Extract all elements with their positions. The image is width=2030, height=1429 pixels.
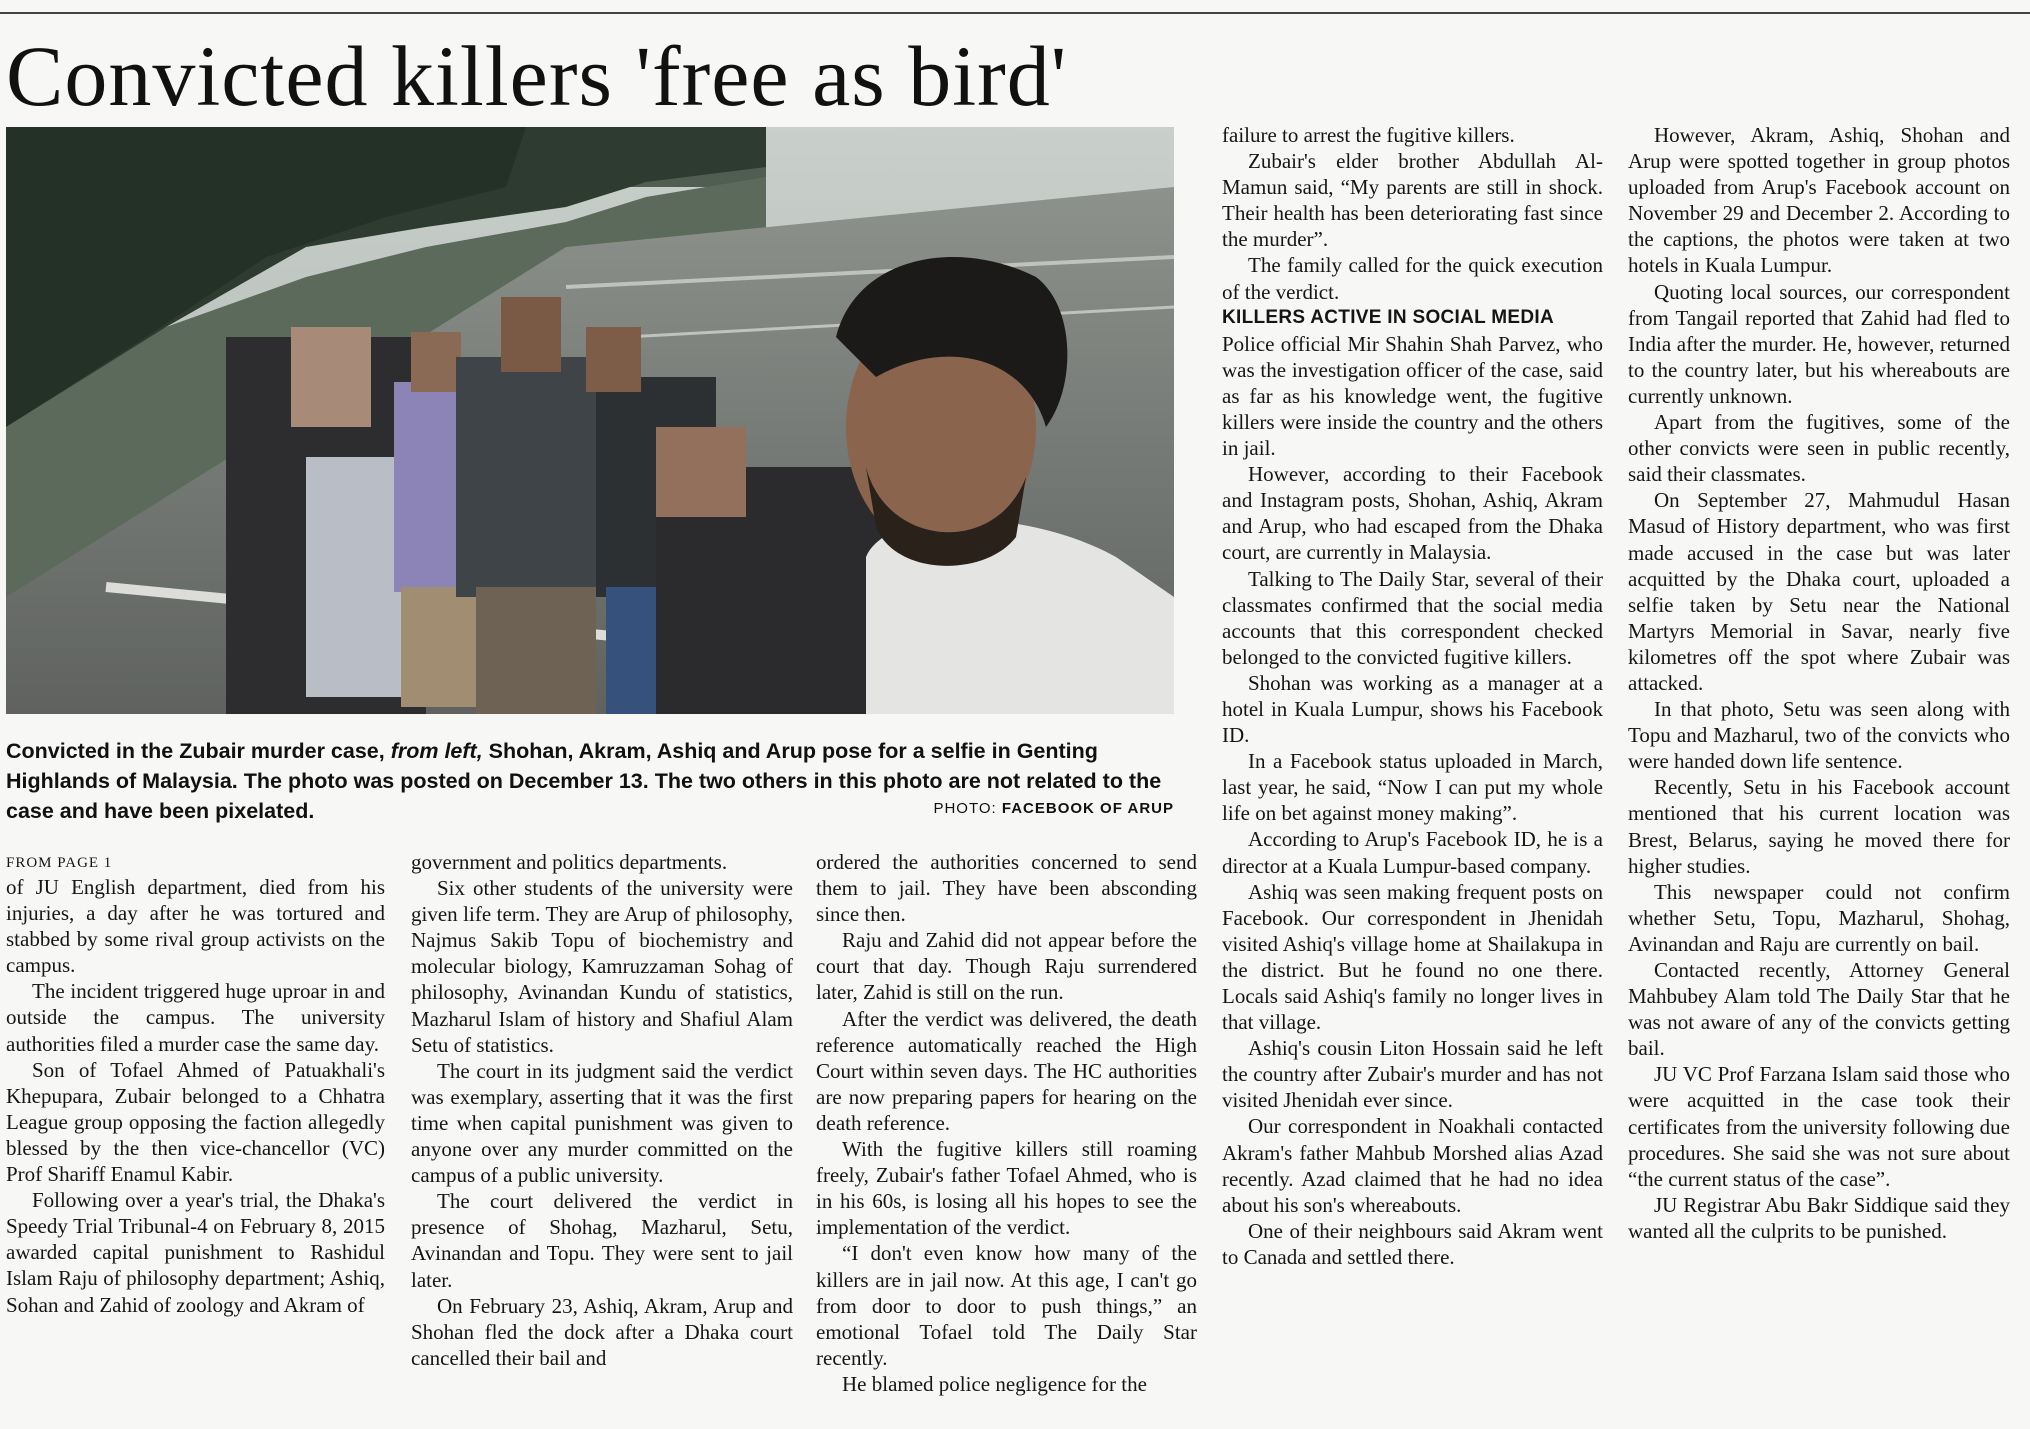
paragraph: He blamed police negligence for the: [842, 1371, 1147, 1396]
paragraph: Contacted recently, Attorney General Mahbubey Alam told The Daily Star that he was not aware of any of the convicts getting bail.: [1628, 958, 2010, 1061]
paragraph: The incident triggered huge uproar in and outside the campus. The university authorities filed a murder case the same day.: [6, 979, 385, 1056]
paragraph: Our correspondent in Noakhali contacted Akram's father Mahbub Morshed alias Azad recently. Azad claimed that he had no idea about his son's whereabouts.: [1222, 1114, 1603, 1217]
paragraph: Recently, Setu in his Facebook account mentioned that his current location was Brest, Belarus, saying he moved there for higher studies.: [1628, 775, 2010, 878]
paragraph: However, Akram, Ashiq, Shohan and Arup were spotted together in group photos uploaded from Arup's Facebook account on November 29 and December 2. According to the captions, the photos were taken at two hotels in Kuala Lumpur.: [1628, 123, 2010, 278]
paragraph: Ashiq's cousin Liton Hossain said he left the country after Zubair's murder and has not visited Jhenidah ever since.: [1222, 1036, 1603, 1113]
article-column-5: [1628, 122, 2010, 1427]
paragraph: Apart from the fugitives, some of the other convicts were seen in public recently, said their classmates.: [1628, 410, 2010, 487]
paragraph: JU VC Prof Farzana Islam said those who were acquitted in the case took their certificates from the university following due procedures. She said she was not sure about “the current status of the case”.: [1628, 1062, 2010, 1191]
article-column-4: [1222, 122, 1603, 1427]
paragraph: After the verdict was delivered, the death reference automatically reached the High Court within seven days. The HC authorities are now preparing papers for hearing on the death reference.: [816, 1006, 1197, 1135]
credit-source: FACEBOOK OF ARUP: [1001, 800, 1174, 817]
paragraph: “I don't even know how many of the killers are in jail now. At this age, I can't go from door to door to push things,” an emotional Tofael told The Daily Star recently.: [816, 1241, 1197, 1370]
article-column-1: [6, 846, 385, 1426]
paragraph: On February 23, Ashiq, Akram, Arup and Shohan fled the dock after a Dhaka court cancelled their bail and: [411, 1293, 793, 1370]
paragraph: The family called for the quick execution of the verdict.: [1222, 253, 1603, 304]
paragraph: The court in its judgment said the verdict was exemplary, asserting that it was the first time when capital punishment was given to anyone over any murder committed on the campus of a public university.: [411, 1058, 793, 1188]
selfie-photo-illustration: [6, 127, 1174, 714]
paragraph: Police official Mir Shahin Shah Parvez, who was the investigation officer of the case, said as far as his knowledge went, the fugitive killers were inside the country and the others in jail.: [1222, 331, 1603, 461]
paragraph: The court delivered the verdict in presence of Shohag, Mazharul, Setu, Avinandan and Topu. They were sent to jail later.: [411, 1189, 793, 1292]
paragraph: On September 27, Mahmudul Hasan Masud of History department, who was first made accused in the case but was later acquitted by the Dhaka court, uploaded a selfie taken by Setu near the National Martyrs Memorial in Savar, nearly five kilometres off the spot where Zubair was attacked.: [1628, 488, 2010, 695]
paragraph: Talking to The Daily Star, several of their classmates confirmed that the social media accounts that this correspondent checked belonged to the convicted fugitive killers.: [1222, 566, 1603, 669]
caption-rest: Shohan, Akram, Ashiq and Arup pose for a selfie in Genting Highlands of Malaysia. The photo was posted on December 13. The two others in this photo are not related to the case and have been pixelated.: [6, 739, 1162, 823]
paragraph: ordered the authorities concerned to send them to jail. They have been absconding since then.: [816, 850, 1197, 927]
paragraph: In that photo, Setu was seen along with Topu and Mazharul, two of the convicts who were handed down life sentence.: [1628, 697, 2010, 774]
paragraph: Quoting local sources, our correspondent from Tangail reported that Zahid had fled to India after the murder. He, however, returned to the country later, but his whereabouts are currently unknown.: [1628, 279, 2010, 408]
article-column-3: [816, 849, 1197, 1427]
paragraph: Son of Tofael Ahmed of Patuakhali's Khepupara, Zubair belonged to a Chhatra League group opposing the faction allegedly blessed by the then vice-chancellor (VC) Prof Shariff Enamul Kabir.: [6, 1057, 385, 1187]
paragraph: Ashiq was seen making frequent posts on Facebook. Our correspondent in Jhenidah visited Ashiq's village home at Shailakupa in the district. But he found no one there. Locals said Ashiq's family no longer lives in that village.: [1222, 879, 1603, 1035]
photo-credit: [933, 800, 1174, 817]
paragraph: In a Facebook status uploaded in March, last year, he said, “Now I can put my whole life on bet against money making”.: [1222, 749, 1603, 826]
paragraph: JU Registrar Abu Bakr Siddique said they wanted all the culprits to be punished.: [1628, 1192, 2010, 1243]
paragraph: failure to arrest the fugitive killers.: [1222, 123, 1515, 147]
paragraph: government and politics departments.: [411, 850, 728, 874]
from-page-kicker: FROM PAGE 1: [6, 855, 113, 871]
credit-label: PHOTO:: [933, 800, 997, 817]
paragraph: Following over a year's trial, the Dhaka's Speedy Trial Tribunal-4 on February 8, 2015 awarded capital punishment to Rashidul Islam Raju of philosophy department; Ashiq, Sohan and Zahid of zoology and Akram of: [6, 1188, 385, 1317]
headline: Convicted killers 'free as bird': [6, 28, 1068, 124]
paragraph: of JU English department, died from his injuries, a day after he was tortured and stabbed by some rival group activists on the campus.: [6, 875, 385, 978]
paragraph: Raju and Zahid did not appear before the court that day. Though Raju surrendered later, Zahid is still on the run.: [816, 928, 1197, 1005]
caption-italic: from left,: [390, 739, 483, 763]
paragraph: With the fugitive killers still roaming freely, Zubair's father Tofael Ahmed, who is in his 60s, is losing all his hopes to see the implementation of the verdict.: [816, 1137, 1197, 1240]
paragraph: Six other students of the university were given life term. They are Arup of philosophy, Najmus Sakib Topu of biochemistry and molecular biology, Kamruzzaman Sohag of philosophy, Avinandan Kundu of statistics, Mazharul Islam of history and Shafiul Alam Setu of statistics.: [411, 876, 793, 1057]
paragraph: Zubair's elder brother Abdullah Al-Mamun said, “My parents are still in shock. Their health has been deteriorating fast since the murder”.: [1222, 149, 1603, 252]
caption-lead: Convicted in the Zubair murder case,: [6, 739, 391, 763]
section-subhead: KILLERS ACTIVE IN SOCIAL MEDIA: [1222, 306, 1555, 328]
top-rule: [0, 12, 2030, 14]
paragraph: This newspaper could not confirm whether Setu, Topu, Mazharul, Shohag, Avinandan and Raju are currently on bail.: [1628, 879, 2010, 956]
article-column-2: [411, 849, 793, 1427]
news-photo: [6, 127, 1174, 714]
paragraph: According to Arup's Facebook ID, he is a director at a Kuala Lumpur-based company.: [1222, 827, 1603, 878]
paragraph: One of their neighbours said Akram went to Canada and settled there.: [1222, 1218, 1603, 1269]
paragraph: Shohan was working as a manager at a hotel in Kuala Lumpur, shows his Facebook ID.: [1222, 670, 1603, 748]
paragraph: However, according to their Facebook and Instagram posts, Shohan, Ashiq, Akram and Arup, who had escaped from the Dhaka court, are currently in Malaysia.: [1222, 462, 1603, 565]
